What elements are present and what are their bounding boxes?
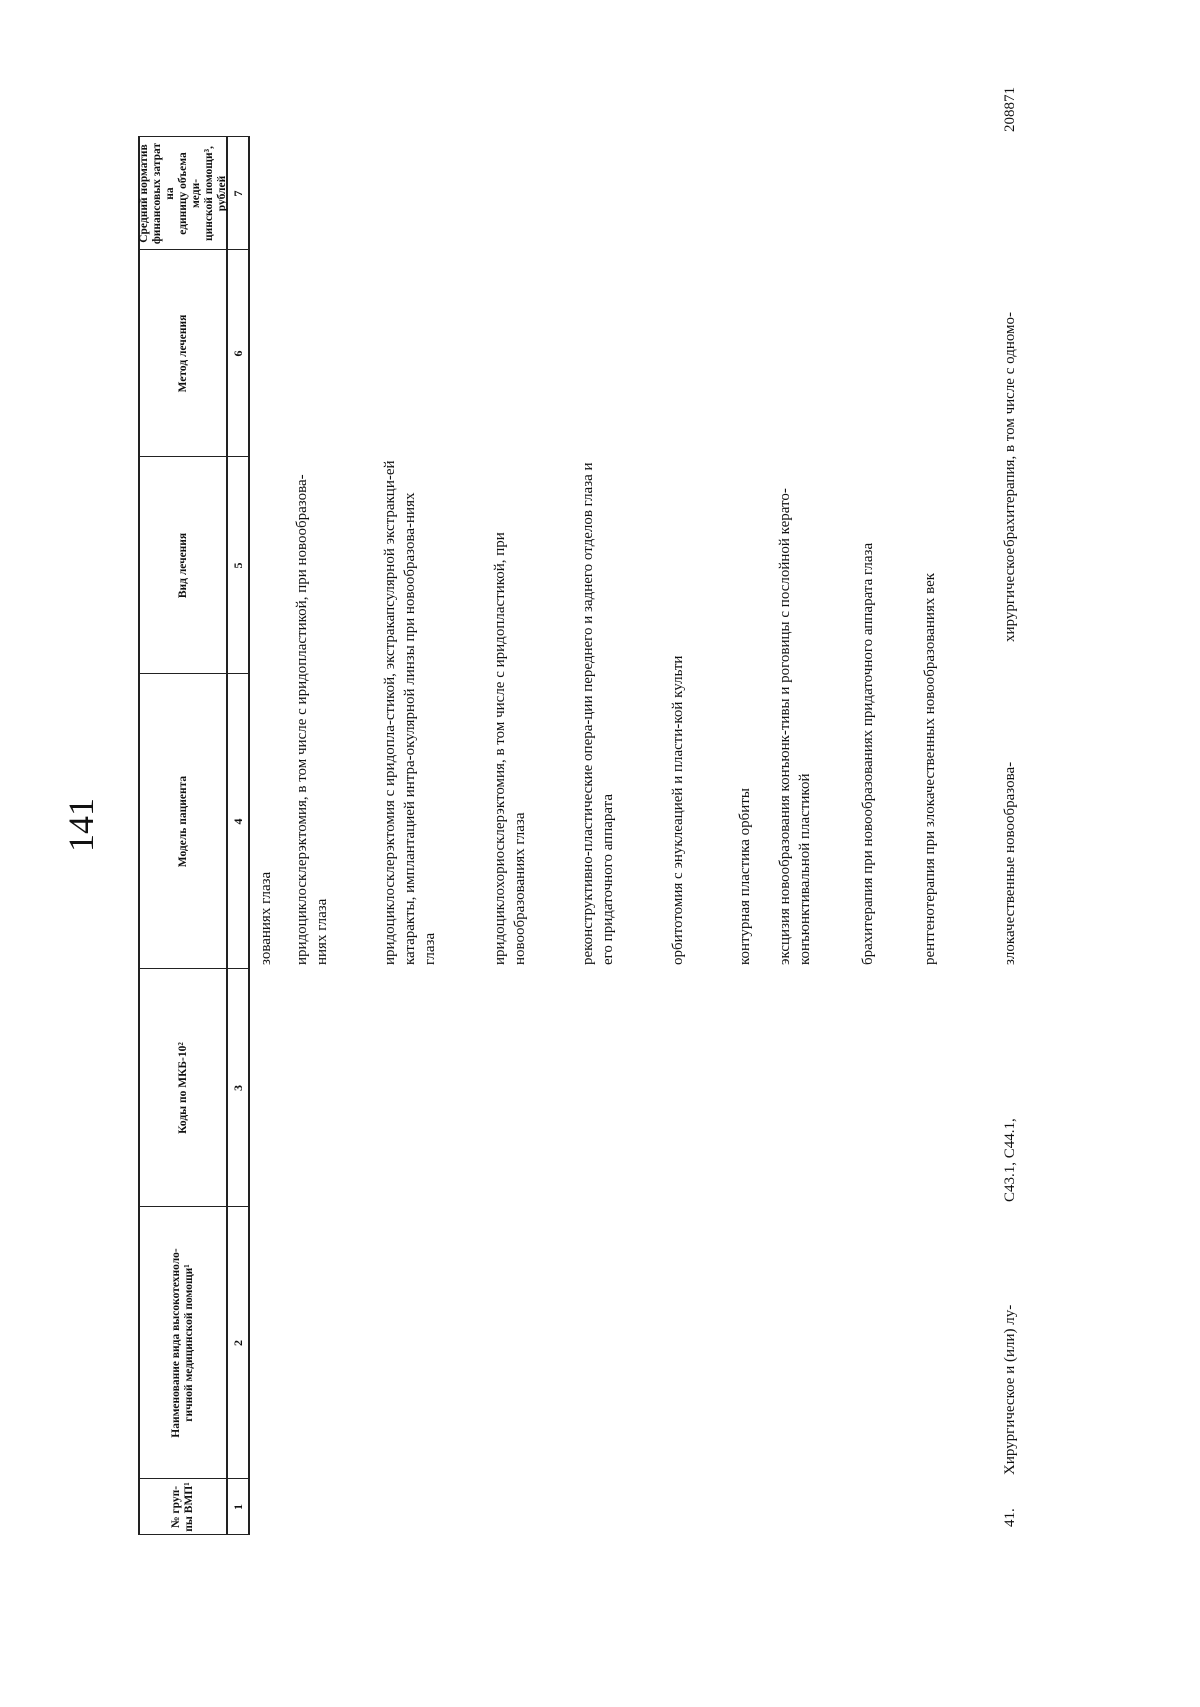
column-number: 5 bbox=[231, 562, 245, 569]
average-cost: 208871 bbox=[1002, 87, 1018, 132]
column-number: 6 bbox=[231, 350, 245, 357]
method-item: зованиях глаза bbox=[258, 871, 274, 965]
column-number: 4 bbox=[231, 818, 245, 825]
header-vmp-name: Наименование вида высокотехноло- гичной медицинской помощи¹ bbox=[170, 1248, 195, 1438]
method-item: иридоциклохориосклерэктомия, в том числе с иридопластикой, при новообразованиях глаза bbox=[492, 532, 528, 965]
treatment-type: хирургическое bbox=[1002, 547, 1018, 642]
method-item: рентгенотерапия при злокачественных новообразованиях век bbox=[922, 572, 938, 965]
header-average-cost: Средний норматив финансовых затрат на единицу объема меди- цинской помощи³, рублей bbox=[137, 142, 228, 245]
header-treatment-method: Метод лечения bbox=[176, 314, 189, 393]
method-item: брахитерапия при новообразованиях придаточного аппарата глаза bbox=[860, 542, 876, 965]
header-treatment-type: Вид лечения bbox=[176, 532, 189, 599]
column-number-rule bbox=[248, 137, 250, 1535]
icd-codes: С43.1, С44.1, bbox=[1002, 1118, 1018, 1202]
header-group-number: № груп- пы ВМП¹ bbox=[170, 1482, 195, 1532]
patient-model: злокачественные новообразова- bbox=[1002, 761, 1018, 965]
column-number: 7 bbox=[231, 190, 245, 197]
column-number: 3 bbox=[231, 1085, 245, 1091]
header-icd-codes: Коды по МКБ-10² bbox=[176, 1042, 189, 1134]
vmp-name: Хирургическое и (или) лу- bbox=[1002, 1304, 1018, 1475]
method-item: иридоциклосклерэктомия с иридопла-стикой, экстракапсулярной экстракци-ей катаракты, имплантацией интра-окулярной линзы при новообразова-ниях глаза bbox=[382, 460, 438, 965]
page-number: 141 bbox=[61, 798, 101, 852]
method-item: орбитотомия с энуклеацией и пласти-кой культи bbox=[670, 655, 686, 965]
method-item: эксцизия новообразования конъюнк-тивы и роговицы с послойной керато-конъюнктивальной пластикой bbox=[777, 488, 813, 965]
column-number: 2 bbox=[231, 1340, 245, 1346]
method-item: иридоциклосклерэктомия, в том числе с иридопластикой, при новообразова-ниях глаза bbox=[294, 474, 330, 965]
treatment-method: брахитерапия, в том числе с одномо- bbox=[1002, 311, 1018, 547]
group-number: 41. bbox=[1002, 1508, 1018, 1527]
method-item: реконструктивно-пластические опера-ции переднего и заднего отделов глаза и его придаточного аппарата bbox=[580, 462, 616, 965]
column-number: 1 bbox=[231, 1504, 245, 1510]
method-item: контурная пластика орбиты bbox=[737, 788, 753, 965]
header-patient-model: Модель пациента bbox=[176, 775, 189, 868]
